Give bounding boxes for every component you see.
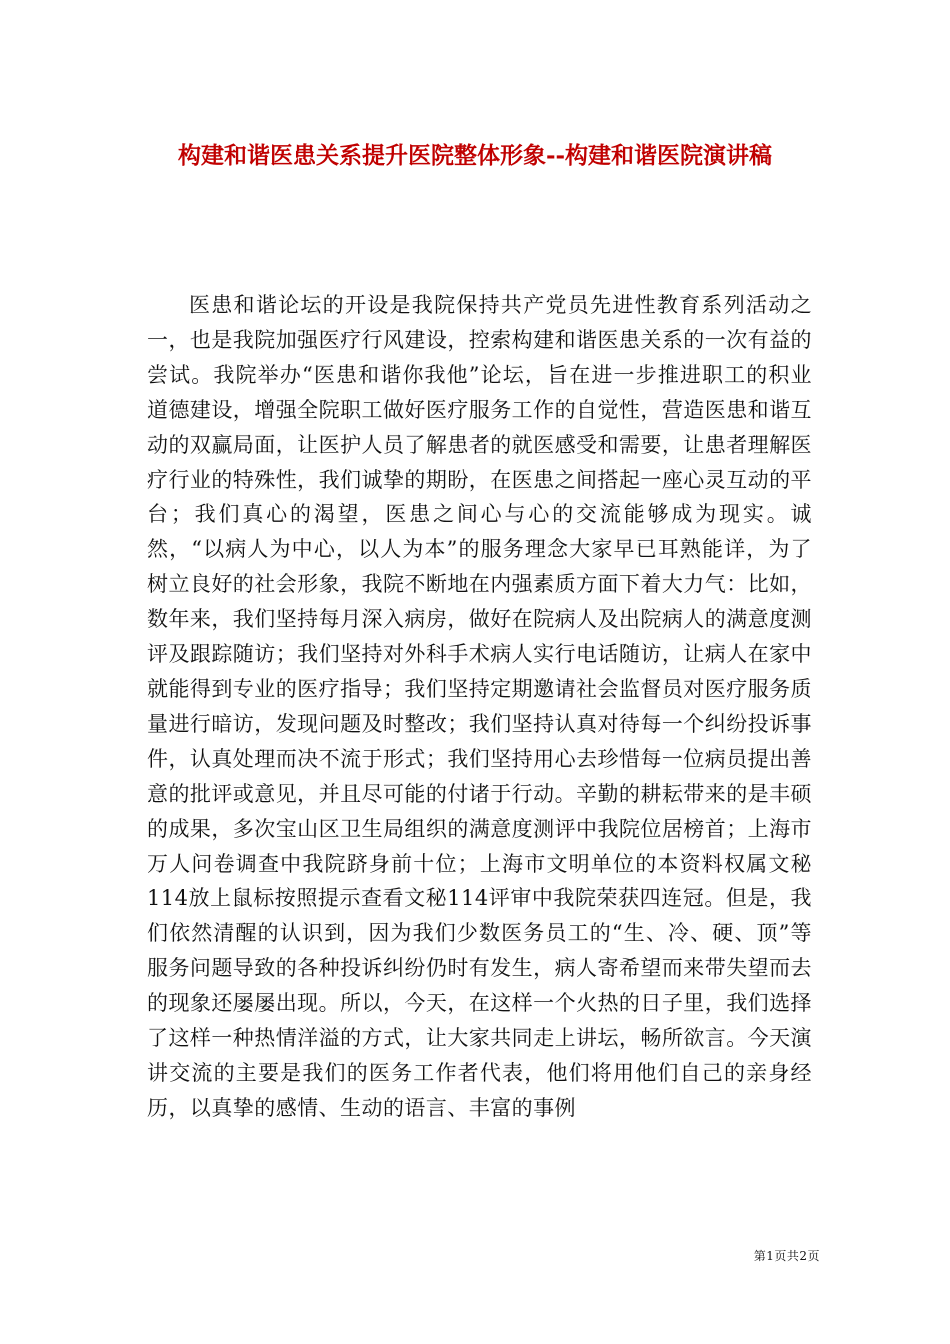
body-paragraph: 医患和谐论坛的开设是我院保持共产党员先进性教育系列活动之一，也是我院加强医疗行风建设，控索构建和谐医患关系的一次有益的尝试。我院举办“医患和谐你我他”论坛，旨在进一步推进职工的积业道德建设，增强全院职工做好医疗服务工作的自觉性，营造医患和谐互动的双赢局面，让医护人员了解患者的就医感受和需要，让患者理解医疗行业的特殊性，我们诚挚的期盼，在医患之间搭起一座心灵互动的平台；我们真心的渴望，医患之间心与心的交流能够成为现实。诚然，“以病人为中心，以人为本”的服务理念大家早已耳熟能详，为了树立良好的社会形象，我院不断地在内强素质方面下着大力气：比如，数年来，我们坚持每月深入病房，做好在院病人及出院病人的满意度测评及跟踪随访；我们坚持对外科手术病人实行电话随访，让病人在家中就能得到专业的医疗指导；我们坚持定期邀请社会监督员对医疗服务质量进行暗访，发现问题及时整改；我们坚持认真对待每一个纠纷投诉事件，认真处理而决不流于形式；我们坚持用心去珍惜每一位病员提出善意的批评或意见，并且尽可能的付诸于行动。辛勤的耕耘带来的是丰硕的成果，多次宝山区卫生局组织的满意度测评中我院位居榜首；上海市万人问卷调查中我院跻身前十位；上海市文明单位的本资料权属文秘114放上鼠标按照提示查看文秘114评审中我院荣获四连冠。但是，我们依然清醒的认识到，因为我们少数医务员工的“生、冷、硬、顶”等服务问题导致的各种投诉纠纷仍时有发生，病人寄希望而来带失望而去的现象还屡屡出现。所以，今天，在这样一个火热的日子里，我们选择了这样一种热情洋溢的方式，让大家共同走上讲坛，畅所欲言。今天演讲交流的主要是我们的医务工作者代表，他们将用他们自己的亲身经历，以真挚的感情、生动的语言、丰富的事例 bbox=[147, 293, 812, 1120]
document-title: 构建和谐医患关系提升医院整体形象--构建和谐医院演讲稿 bbox=[177, 142, 773, 169]
page-number: 第1页共2页 bbox=[753, 1249, 820, 1263]
